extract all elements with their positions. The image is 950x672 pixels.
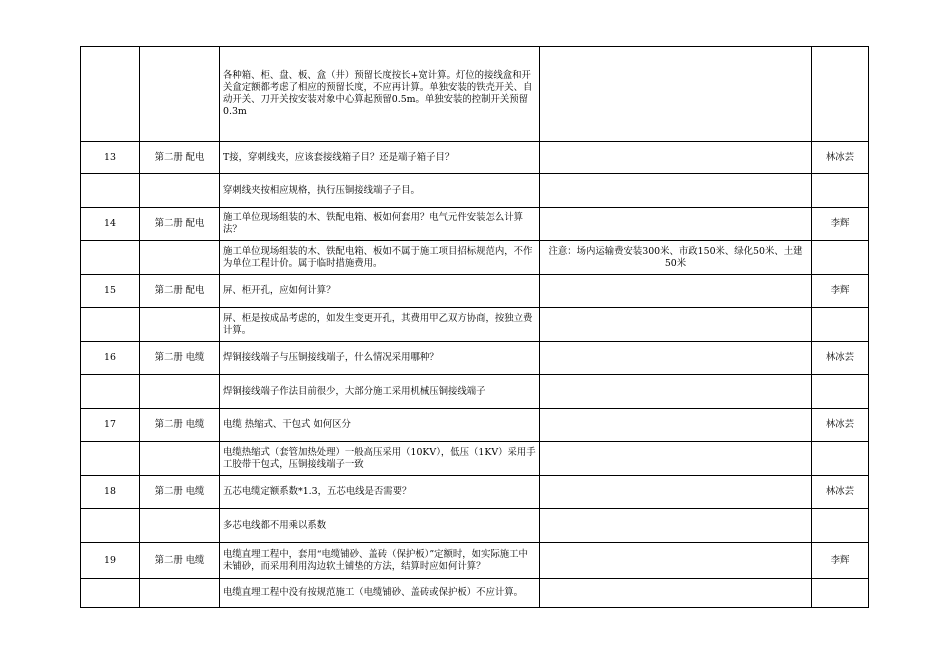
row-category[interactable] bbox=[140, 579, 220, 608]
row-number[interactable] bbox=[81, 375, 140, 409]
row-text-value: 各种箱、柜、盘、板、盒（井）预留长度按长+宽计算。灯位的接线盒和开关盒定额都考虑了相应的预留长度，不应再计算。单独安装的铁壳开关、自动开关、刀开关按安装对象中心算起预留0.5m。单独安装的控制开关预留0.3m bbox=[223, 70, 533, 117]
table-row bbox=[81, 409, 869, 442]
row-text-value: 屏、柜是按成品考虑的，如发生变更开孔，其费用甲乙双方协商，按独立费计算。 bbox=[223, 312, 533, 336]
table-row bbox=[81, 579, 869, 608]
row-person[interactable] bbox=[812, 375, 869, 409]
row-text[interactable] bbox=[220, 208, 540, 241]
row-number[interactable] bbox=[81, 174, 140, 208]
row-category[interactable]: 第二册 电缆 bbox=[140, 409, 220, 442]
row-number[interactable]: 15 bbox=[81, 275, 140, 308]
row-text[interactable] bbox=[220, 476, 540, 509]
row-text[interactable] bbox=[220, 442, 540, 476]
table-row bbox=[81, 241, 869, 275]
spreadsheet bbox=[80, 46, 869, 608]
row-text-value: 焊铜接线端子与压铜接线端子，什么情况采用哪种？ bbox=[223, 352, 439, 363]
row-category[interactable]: 第二册 配电 bbox=[140, 142, 220, 174]
row-note[interactable] bbox=[540, 442, 812, 476]
row-number[interactable] bbox=[81, 241, 140, 275]
row-number[interactable]: 13 bbox=[81, 142, 140, 174]
row-category[interactable] bbox=[140, 174, 220, 208]
row-text[interactable] bbox=[220, 375, 540, 409]
row-category[interactable] bbox=[140, 308, 220, 342]
row-text[interactable] bbox=[220, 509, 540, 543]
row-category[interactable]: 第二册 配电 bbox=[140, 208, 220, 241]
row-text-value: T接，穿刺线夹，应该套接线箱子目？还是端子箱子目？ bbox=[223, 151, 455, 163]
row-number[interactable] bbox=[81, 579, 140, 608]
row-category[interactable] bbox=[140, 375, 220, 409]
row-number[interactable]: 16 bbox=[81, 342, 140, 375]
row-note[interactable] bbox=[540, 342, 812, 375]
row-note[interactable] bbox=[540, 409, 812, 442]
row-text[interactable] bbox=[220, 308, 540, 342]
row-text-value: 五芯电缆定额系数*1.3，五芯电线是否需要？ bbox=[223, 486, 412, 497]
row-category[interactable] bbox=[140, 509, 220, 543]
row-note[interactable] bbox=[540, 543, 812, 579]
row-note[interactable] bbox=[540, 308, 812, 342]
row-text-value: 屏、柜开孔，应如何计算？ bbox=[223, 285, 336, 296]
row-text-value: 焊铜接线端子作法目前很少，大部分施工采用机械压铜接线端子 bbox=[223, 385, 486, 397]
row-note[interactable] bbox=[540, 275, 812, 308]
table-row bbox=[81, 308, 869, 342]
row-note[interactable] bbox=[540, 47, 812, 142]
row-person[interactable]: 林冰芸 bbox=[812, 342, 869, 375]
row-text[interactable] bbox=[220, 342, 540, 375]
row-text-value: 电缆直埋工程中没有按规范施工（电缆铺砂、盖砖或保护板）不应计算。 bbox=[223, 587, 524, 598]
row-category[interactable]: 第二册 电缆 bbox=[140, 543, 220, 579]
qa-table bbox=[80, 46, 869, 608]
row-text[interactable] bbox=[220, 47, 540, 142]
row-number[interactable] bbox=[81, 509, 140, 543]
table-row bbox=[81, 375, 869, 409]
row-person[interactable] bbox=[812, 241, 869, 275]
row-text-value: 电缆直埋工程中，套用“电缆铺砂、盖砖（保护板）”定额时，如实际施工中未铺砂，而采用利用沟边软土铺垫的方法，结算时应如何计算？ bbox=[223, 548, 528, 572]
row-note[interactable] bbox=[540, 174, 812, 208]
row-person[interactable]: 林冰芸 bbox=[812, 476, 869, 509]
row-category[interactable]: 第二册 配电 bbox=[140, 275, 220, 308]
row-category[interactable] bbox=[140, 241, 220, 275]
row-note[interactable] bbox=[540, 142, 812, 174]
table-row bbox=[81, 509, 869, 543]
row-text-value: 穿刺线夹按相应规格，执行压铜接线端子子目。 bbox=[223, 184, 420, 196]
table-row bbox=[81, 174, 869, 208]
row-number[interactable] bbox=[81, 442, 140, 476]
row-number[interactable]: 18 bbox=[81, 476, 140, 509]
row-person[interactable]: 林冰芸 bbox=[812, 409, 869, 442]
row-text-value: 施工单位现场组装的木、铁配电箱、板如不属于施工项目招标规范内，不作为单位工程计价。属于临时措施费用。 bbox=[223, 245, 533, 269]
row-number[interactable]: 14 bbox=[81, 208, 140, 241]
row-number[interactable] bbox=[81, 47, 140, 142]
table-row bbox=[81, 342, 869, 375]
table-row bbox=[81, 442, 869, 476]
row-text[interactable] bbox=[220, 543, 540, 579]
row-note[interactable] bbox=[540, 208, 812, 241]
row-text[interactable] bbox=[220, 142, 540, 174]
table-row bbox=[81, 476, 869, 509]
row-person[interactable]: 李辉 bbox=[812, 208, 869, 241]
table-body bbox=[81, 47, 869, 608]
row-person[interactable] bbox=[812, 47, 869, 142]
row-text[interactable] bbox=[220, 174, 540, 208]
row-person[interactable] bbox=[812, 579, 869, 608]
row-text[interactable] bbox=[220, 241, 540, 275]
row-text-value: 施工单位现场组装的木、铁配电箱、板如何套用？电气元件安装怎么计算法？ bbox=[223, 212, 524, 235]
row-note[interactable] bbox=[540, 579, 812, 608]
row-person[interactable] bbox=[812, 308, 869, 342]
row-person[interactable] bbox=[812, 174, 869, 208]
table-row bbox=[81, 208, 869, 241]
table-row bbox=[81, 47, 869, 142]
table-row bbox=[81, 543, 869, 579]
row-note[interactable] bbox=[540, 509, 812, 543]
row-note[interactable] bbox=[540, 476, 812, 509]
table-row bbox=[81, 142, 869, 174]
row-person[interactable]: 李辉 bbox=[812, 275, 869, 308]
row-category[interactable]: 第二册 电缆 bbox=[140, 476, 220, 509]
row-person[interactable] bbox=[812, 442, 869, 476]
table-row bbox=[81, 275, 869, 308]
row-number[interactable]: 17 bbox=[81, 409, 140, 442]
row-number[interactable]: 19 bbox=[81, 543, 140, 579]
row-text-value: 电缆热缩式（套管加热处理）一般高压采用（10KV），低压（1KV）采用手工胶带干包式，压铜接线端子一致 bbox=[223, 446, 536, 470]
row-category[interactable]: 第二册 电缆 bbox=[140, 342, 220, 375]
row-text[interactable] bbox=[220, 579, 540, 608]
row-number[interactable] bbox=[81, 308, 140, 342]
row-note[interactable] bbox=[540, 375, 812, 409]
row-person[interactable]: 林冰芸 bbox=[812, 142, 869, 174]
row-text[interactable] bbox=[220, 409, 540, 442]
row-person[interactable] bbox=[812, 509, 869, 543]
row-text-value: 电缆 热缩式、干包式 如何区分 bbox=[223, 419, 351, 430]
row-category[interactable] bbox=[140, 47, 220, 142]
row-text-value: 多芯电线都不用乘以系数 bbox=[223, 519, 327, 531]
row-text[interactable] bbox=[220, 275, 540, 308]
row-person[interactable]: 李辉 bbox=[812, 543, 869, 579]
row-category[interactable] bbox=[140, 442, 220, 476]
row-note[interactable]: 注意：场内运输费安装300米、市政150米、绿化50米、土建50米 bbox=[540, 241, 812, 275]
